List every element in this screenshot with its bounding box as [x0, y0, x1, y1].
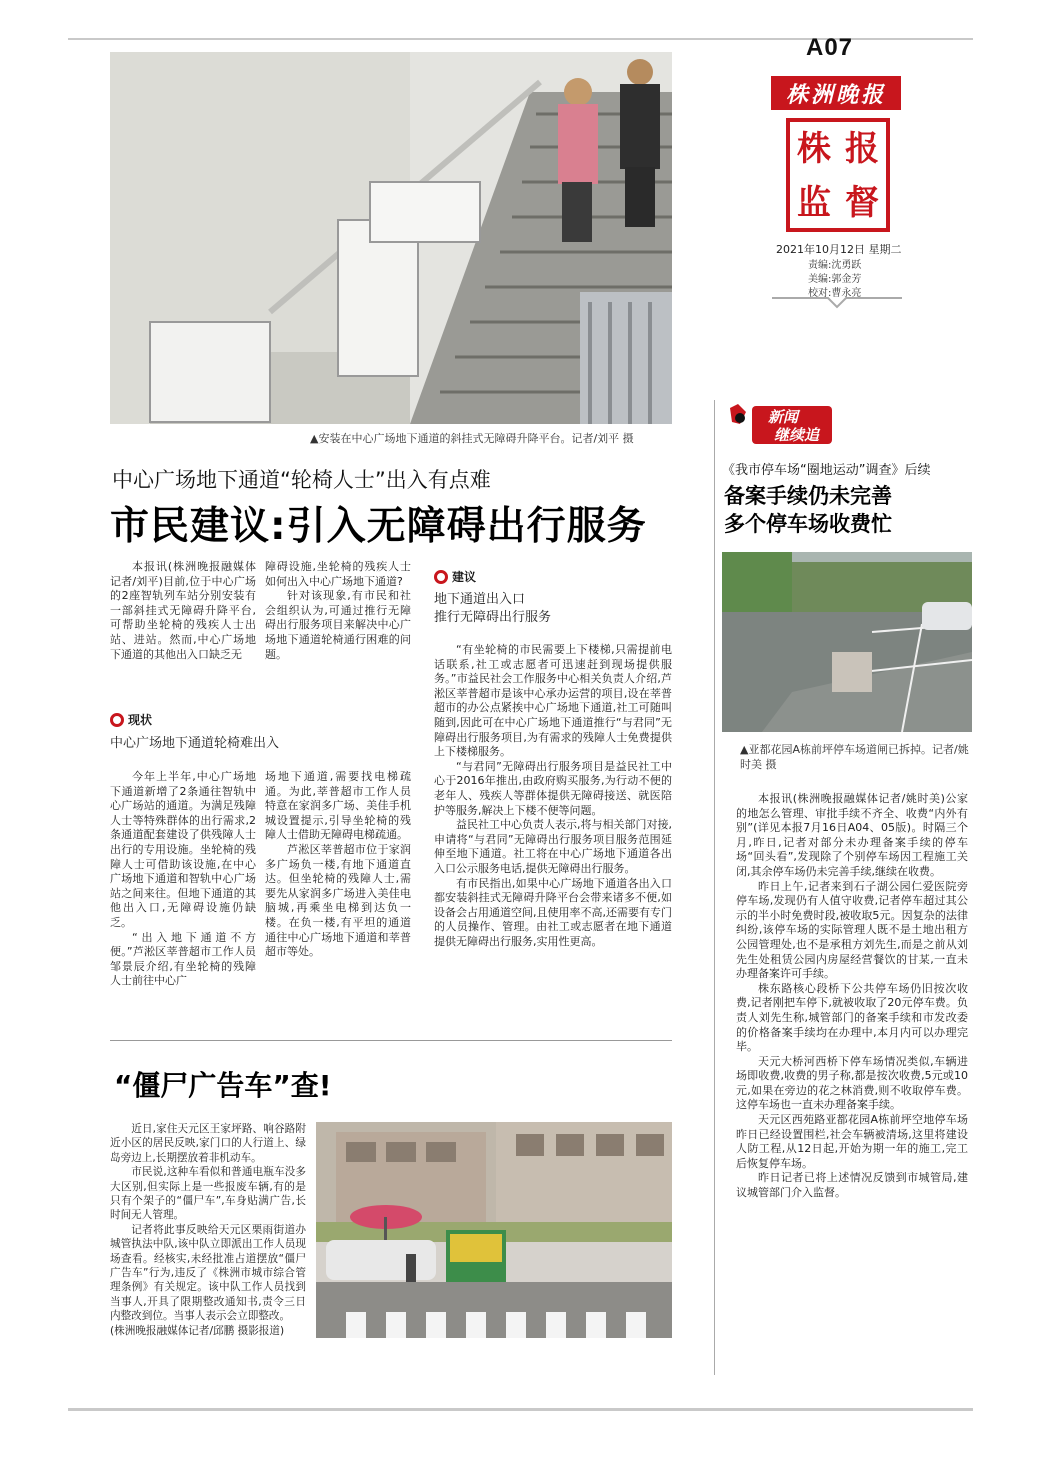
zombie-headline: “僵尸广告车”查! — [114, 1069, 332, 1102]
section-suggestion-subtitle-1: 地下通道出入口 — [434, 592, 526, 607]
zombie-car-photo — [316, 1122, 672, 1338]
main-col1-top — [110, 560, 256, 662]
masthead-divider — [772, 296, 902, 310]
section-suggestion-tag — [434, 568, 476, 585]
zombie-paragraph-3: 记者将此事反映给天元区栗雨街道办城管执法中队,该中队立即派出工作人员现场查看。经核实,未经批准占道摆放“僵尸广告车”行为,违反了《株洲市城市综合管理条例》有关规定。该中队工作人员找到当事人,开具了限期整改通知书,责令三日内整改到位。当事人表示会立即整改。 — [110, 1223, 306, 1323]
sidebar-left-rule — [714, 400, 715, 1375]
parking-photo — [722, 552, 972, 732]
main-col2-top — [265, 560, 411, 662]
section-suggestion-label: 建议 — [452, 570, 477, 584]
suggestion-paragraph-4: 有市民指出,如果中心广场地下通道各出入口都安装斜挂式无障碍升降平台会带来诸多不便,如设备会占用通道空间,且使用率不高,还需要有专门的人员操作、管理。由社工或志愿者在地下通道提供无障碍出行服务,实用性更高。 — [434, 876, 672, 948]
story-divider — [110, 1040, 672, 1041]
sidebar-headline-2: 多个停车场收费忙 — [724, 512, 892, 536]
news-badge-line1: 新闻 — [768, 408, 799, 426]
column-seal — [786, 118, 890, 232]
suggestion-paragraph-3: 益民社工中心负责人表示,将与相关部门对接,申请将“与君同”无障碍出行服务项目服务范围延伸至地下通道。社工将在中心广场地下通道各出入口公示服务电话,提供无障碍出行服务。 — [434, 818, 672, 875]
main-headline: 市民建议:引入无障碍出行服务 — [110, 504, 647, 549]
zombie-paragraph-1: 近日,家住天元区王家坪路、响谷路附近小区的居民反映,家门口的人行道上、绿岛旁边上,长期摆放着非机动车。 — [110, 1123, 306, 1164]
status-col1-paragraph-1: 今年上半年,中心广场地下通道新增了2条通往智轨中心广场站的通道。为满足残障人士等特殊群体的出行需求,2条通道配套建设了供残障人士出行的专用设施。坐轮椅的残障人士可借助该设施,在中心广场地下通道和智轨中心广场站之间来往。但地下通道的其他出入口,无障碍设施仍缺乏。 — [110, 770, 256, 929]
main-kicker: 中心广场地下通道“轮椅人士”出入有点难 — [112, 468, 491, 492]
section-status-label: 现状 — [128, 713, 153, 727]
paper-name: 株洲晚报 — [785, 81, 886, 108]
editor-line: 责编:沈勇跃 — [808, 260, 862, 271]
stair-lift-caption: ▲安装在中心广场地下通道的斜挂式无障碍升降平台。记者/刘平 摄 — [310, 432, 634, 445]
tag-circle-icon — [110, 713, 124, 727]
main-col1-paragraph: 本报讯(株洲晚报融媒体记者/刘平)目前,位于中心广场的2座智轨列车站分别安装有一部斜挂式无障碍升降平台,可帮助坐轮椅的残疾人士出站、进站。然而,中心广场地下通道的其他出入口缺乏无 — [110, 560, 256, 661]
sidebar-paragraph-3: 株东路核心段桥下公共停车场仍旧按次收费,记者刚把车停下,就被收取了20元停车费。负责人刘先生称,城管部门的备案手续和市发改委的价格备案手续均在办理中,本月内可以办理完毕。 — [736, 981, 968, 1054]
seal-char-2: 报 — [845, 129, 879, 169]
designer-line: 美编:郭金芳 — [808, 274, 862, 285]
seal-char-3: 监 — [797, 183, 831, 223]
suggestion-column — [434, 643, 672, 949]
sidebar-kicker: 《我市停车场“圈地运动”调查》后续 — [722, 463, 931, 478]
sidebar-text-column — [736, 792, 968, 1201]
main-col2-paragraph-2: 针对该现象,有市民和社会组织认为,可通过推行无障碍出行服务项目来解决中心广场地下通道轮椅通行困难的问题。 — [265, 589, 411, 661]
suggestion-paragraph-2: “与君同”无障碍出行服务项目是益民社工中心于2016年推出,由政府购买服务,为行动不便的老年人、残疾人等群体提供无障碍接送、就医陪护等服务,解决上下楼不便等问题。 — [434, 759, 672, 817]
status-col1 — [110, 770, 256, 989]
seal-char-4: 督 — [845, 183, 879, 223]
tag-circle-icon — [434, 570, 448, 584]
stair-lift-photo — [110, 52, 672, 424]
sidebar-paragraph-2: 昨日上午,记者来到石子湖公园仁爱医院旁停车场,发现仍有人值守收费,记者停车超过其公示的半小时免费时段,被收取5元。因复杂的法律纠纷,该停车场的实际管理人既不是土地出租方公园管理处,也不是承租方刘先生,而是之前从刘先生处租赁公园内房屋经营餐饮的甘某,一直未办理备案许可手续。 — [736, 879, 968, 981]
date-line: 2021年10月12日 星期二 — [776, 243, 902, 256]
status-col2 — [265, 770, 411, 960]
paper-logo — [771, 76, 901, 110]
main-col2-paragraph-1: 障碍设施,坐轮椅的残疾人士如何出入中心广场地下通道? — [265, 560, 411, 588]
section-status-tag — [110, 711, 152, 728]
proof-line: 校对:曹永亮 — [808, 288, 862, 299]
parking-photo-caption: ▲亚都花园A栋前坪停车场道闸已拆掉。记者/姚时美 摄 — [740, 743, 969, 771]
status-col2-paragraph-1: 场地下通道,需要找电梯疏通。为此,莘普超市工作人员特意在家润多广场、美佳手机城设置提示,引导坐轮椅的残障人士借助无障碍电梯疏通。 — [265, 770, 411, 842]
sidebar-paragraph-5: 天元区西苑路亚都花园A栋前坪空地停车场昨日已经设置围栏,社会车辆被清场,这里将建设人防工程,从12日起,开始为期一年的施工,完工后恢复停车场。 — [736, 1113, 968, 1170]
sidebar-headline-1: 备案手续仍未完善 — [724, 484, 892, 508]
news-badge-icon — [730, 404, 834, 446]
page-number: A07 — [806, 34, 854, 61]
zombie-paragraph-2: 市民说,这种车看似和普通电瓶车没多大区别,但实际上是一些报废车辆,有的是只有个架子的“僵尸车”,车身贴满广告,长时间无人管理。 — [110, 1166, 306, 1222]
sidebar-paragraph-6: 昨日记者已将上述情况反馈到市城管局,建议城管部门介入监督。 — [736, 1171, 968, 1200]
status-col2-paragraph-2: 芦淞区莘普超市位于家润多广场负一楼,有地下通道直达。但坐轮椅的残障人士,需要先从家润多广场进入美佳电脑城,再乘坐电梯到达负一楼。在负一楼,有平坦的通道通往中心广场地下通道和莘普超市等处。 — [265, 842, 411, 959]
sidebar-paragraph-1: 本报讯(株洲晚报融媒体记者/姚时美)公家的地怎么管理、审批手续不齐全、收费“内外有别”(详见本报7月16日A04、05版)。时隔三个月,昨日,记者对部分未办理备案手续的停车场“回头看”,发现除了个别停车场因工程施工关闭,其余停车场仍未完善手续,继续在收费。 — [736, 792, 968, 878]
zombie-text-column — [110, 1122, 306, 1338]
status-col1-paragraph-2: “出入地下通道不方便。”芦淞区莘普超市工作人员邹景辰介绍,有坐轮椅的残障人士前往中心广 — [110, 930, 256, 988]
news-badge-line2: 继续追 — [774, 426, 820, 444]
section-suggestion-subtitle-2: 推行无障碍出行服务 — [434, 610, 552, 625]
section-status-subtitle: 中心广场地下通道轮椅难出入 — [110, 736, 280, 751]
seal-char-1: 株 — [797, 129, 831, 169]
suggestion-paragraph-1: “有坐轮椅的市民需要上下楼梯,只需提前电话联系,社工或志愿者可迅速赶到现场提供服务。”市益民社会工作服务中心相关负责人介绍,芦淞区莘普超市是该中心承办运营的项目,设在莘普超市的办公点紧挨中心广场地下通道,社工可随叫随到,因此可在中心广场地下通道推行“与君同”无障碍出行服务项目,为有需求的残障人士免费提供上下楼梯服务。 — [434, 643, 672, 759]
zombie-credit: (株洲晚报融媒体记者/邱鹏 摄影报道) — [110, 1324, 285, 1337]
bottom-rule — [68, 1408, 973, 1411]
sidebar-paragraph-4: 天元大桥河西桥下停车场情况类似,车辆进场即收费,收费的男子称,都是按次收费,5元或10元,如果在旁边的花之林消费,则不收取停车费。这停车场也一直未办理备案手续。 — [736, 1054, 968, 1112]
